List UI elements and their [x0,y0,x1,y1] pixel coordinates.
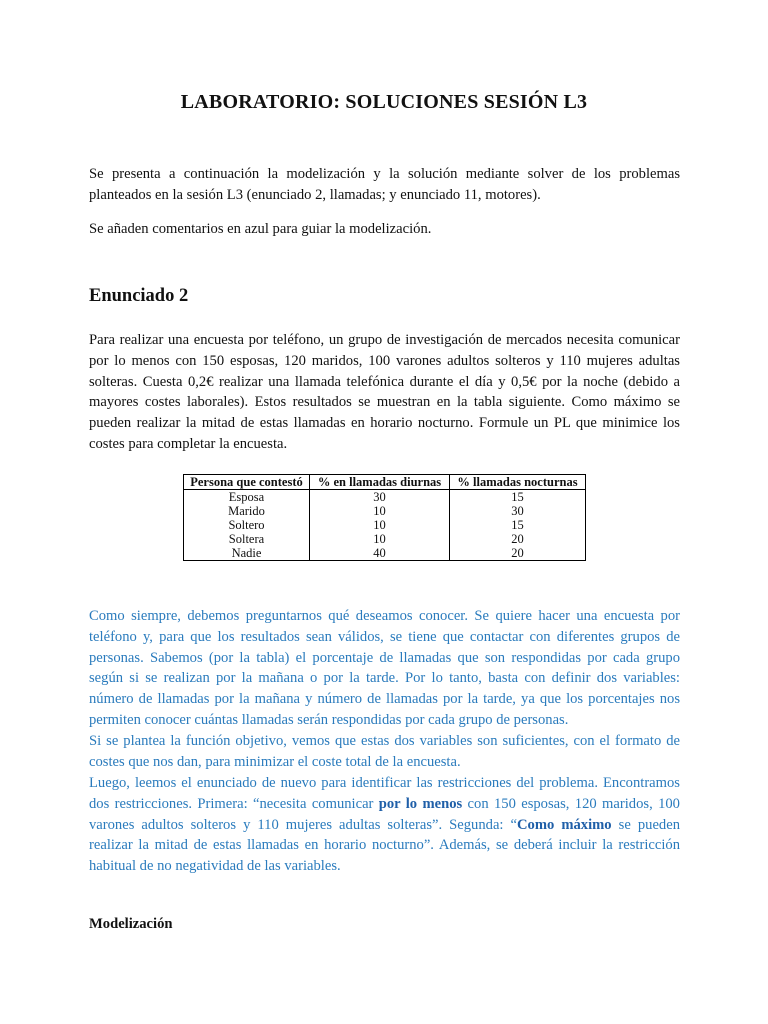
table-cell: 10 [310,532,450,546]
calls-table [183,474,586,561]
intro-note-paragraph: Se añaden comentarios en azul para guiar la modelización. [89,221,432,237]
table-header-cell: Persona que contestó [184,475,310,490]
table-header-cell: % en llamadas diurnas [310,475,450,490]
table-cell: 15 [450,518,586,532]
comment-emphasis: Como máximo [517,816,612,833]
table-cell: 20 [450,532,586,546]
table-cell: 30 [450,504,586,518]
table-header-cell: % llamadas nocturnas [450,475,586,490]
intro-paragraph: Se presenta a continuación la modelización y la solución mediante solver de los problemas planteados en la sesión L3 (enunciado 2, llamadas; y enunciado 11, motores). [89,166,680,203]
table-row [184,504,586,518]
table-cell: Soltero [184,518,310,532]
problem-statement: Para realizar una encuesta por teléfono, un grupo de investigación de mercados necesita comunicar por lo menos con 150 esposas, 120 maridos, 100 varones adultos solteros y 110 mujeres adultas solteras. Cuesta 0,2€ realizar una llamada telefónica durante el día y 0,5€ por la noche (debido a mayores costes laborales). Estos resultados se muestran en la tabla siguiente. Como máximo se pueden realizar la mitad de estas llamadas en horario nocturno. Formule un PL que minimice los costes para completar la encuesta. [89,332,680,452]
table-cell: 20 [450,546,586,561]
section-heading: Enunciado 2 [89,286,189,306]
table-row [184,518,586,532]
subheading-modelizacion: Modelización [89,916,173,932]
document-title: LABORATORIO: SOLUCIONES SESIÓN L3 [180,91,588,113]
table-cell: 40 [310,546,450,561]
table-cell: 10 [310,518,450,532]
comment-text: con 150 esposas, 120 maridos, 100 varones adultos solteros y 110 mujeres adultas solteras”. Segunda: “ [89,795,680,833]
comment-constraints [89,773,680,877]
comment-objective: Si se plantea la función objetivo, vemos que estas dos variables son suficientes, con el formato de costes que nos dan, para minimizar el coste total de la encuesta. [89,733,680,770]
table-row [184,490,586,505]
table-cell: 15 [450,490,586,505]
table-cell: Marido [184,504,310,518]
table-row [184,532,586,546]
comment-emphasis: por lo menos [378,795,463,812]
comment-text: se pueden realizar la mitad de estas llamadas en horario nocturno”. Además, se deberá incluir la restricción habitual de no negatividad de las variables. [89,816,680,875]
table-cell: Nadie [184,546,310,561]
comment-variables: Como siempre, debemos preguntarnos qué deseamos conocer. Se quiere hacer una encuesta por teléfono y, para que los resultados sean válidos, se tiene que contactar con diferentes grupos de personas. Sabemos (por la tabla) el porcentaje de llamadas que son respondidas por cada grupo según si se realizan por la mañana o por la tarde. Por lo tanto, basta con definir dos variables: número de llamadas por la mañana y número de llamadas por la tarde, ya que los porcentajes nos permiten conocer cuántas llamadas serán respondidas por cada grupo de personas. [89,608,680,728]
table-row [184,546,586,561]
table-cell: 30 [310,490,450,505]
table-cell: 10 [310,504,450,518]
comment-text: Luego, leemos el enunciado de nuevo para identificar las restricciones del problema. Encontramos dos restricciones. Primera: “necesita comunicar [89,775,680,812]
table-header-row [184,475,586,490]
table-cell: Soltera [184,532,310,546]
table-cell: Esposa [184,490,310,505]
